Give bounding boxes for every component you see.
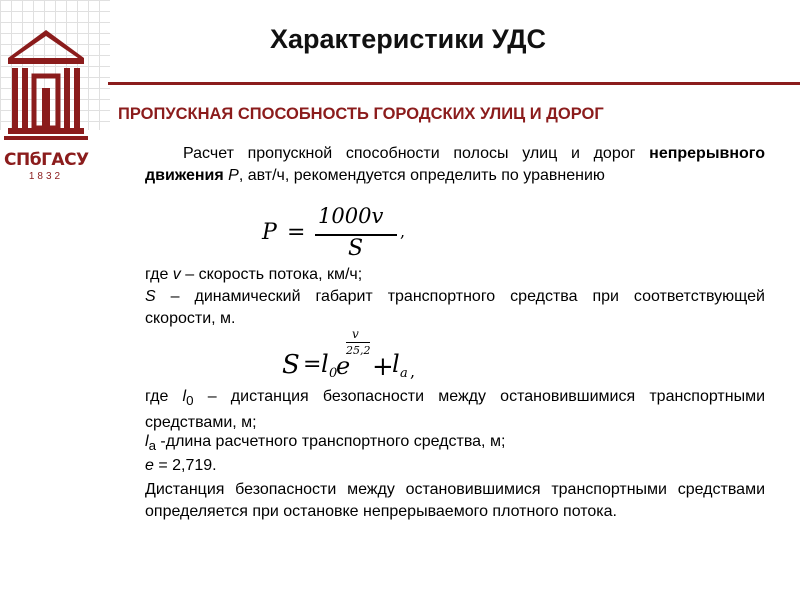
p5-var: l (145, 433, 149, 450)
logo-year: 1832 (28, 171, 64, 182)
p6-text: = 2,719. (153, 457, 217, 474)
f1-eq: = (287, 220, 306, 245)
f2-exp-line (346, 342, 370, 343)
f2-exp-den: 25,2 (346, 344, 371, 357)
f2-l0: l (321, 350, 329, 378)
p4-sub: 0 (186, 393, 194, 409)
f2-la: l (392, 350, 400, 378)
f2-la-sub: a (400, 366, 408, 381)
p6-var: e (145, 457, 154, 474)
p4-prefix: где (145, 388, 183, 405)
paragraph-e (145, 455, 765, 477)
f2-lhs: S (282, 350, 300, 380)
f2-plus: + (372, 352, 394, 382)
f2-l0-sub: 0 (329, 366, 338, 381)
title-divider (108, 82, 800, 85)
p2-var: v (172, 266, 181, 283)
intro-bold: непрерывного движения (145, 145, 765, 184)
p4-var: l (182, 388, 187, 405)
paragraph-v (145, 264, 765, 286)
p4-text: – дистанция безопасности между остановившимися транспортными средствами, м; (145, 388, 766, 432)
p3-text: – динамический габарит транспортного средства при соответствующей скорости, м. (145, 288, 765, 327)
section-subtitle: ПРОПУСКНАЯ СПОСОБНОСТЬ ГОРОДСКИХ УЛИЦ И ДОРОГ (118, 105, 604, 123)
intro-text: Расчет пропускной способности полосы улиц и дорог (183, 145, 650, 162)
p5-text: -длина расчетного транспортного средства, м; (155, 433, 506, 450)
p5-sub: a (148, 438, 156, 454)
intro-end: , авт/ч, рекомендуется определить по уравнению (238, 167, 605, 184)
f1-lhs: P (262, 220, 277, 245)
paragraph-intro (145, 143, 765, 187)
f2-comma: , (410, 362, 416, 381)
f1-den: S (348, 236, 364, 261)
p2-text: – скорость потока, км/ч; (180, 266, 363, 283)
page-title: Характеристики УДС (270, 24, 546, 54)
f1-num: 1000v (318, 204, 384, 228)
logo-caption: СПбГАСУ (4, 150, 89, 170)
f2-eq: = (303, 352, 322, 377)
p3-var: S (145, 288, 156, 305)
paragraph-l0 (145, 386, 765, 434)
f1-comma: , (400, 222, 406, 241)
paragraph-distance: Дистанция безопасности между остановившимися транспортными средствами определяется при остановке непрерываемого плотного потока. (145, 481, 765, 520)
f2-exp-num: v (352, 327, 359, 341)
intro-var: P (228, 167, 239, 184)
f2-e: e (336, 352, 351, 380)
paragraph-la (145, 431, 765, 457)
p2-prefix: где (145, 266, 173, 283)
paragraph-s (145, 286, 765, 330)
